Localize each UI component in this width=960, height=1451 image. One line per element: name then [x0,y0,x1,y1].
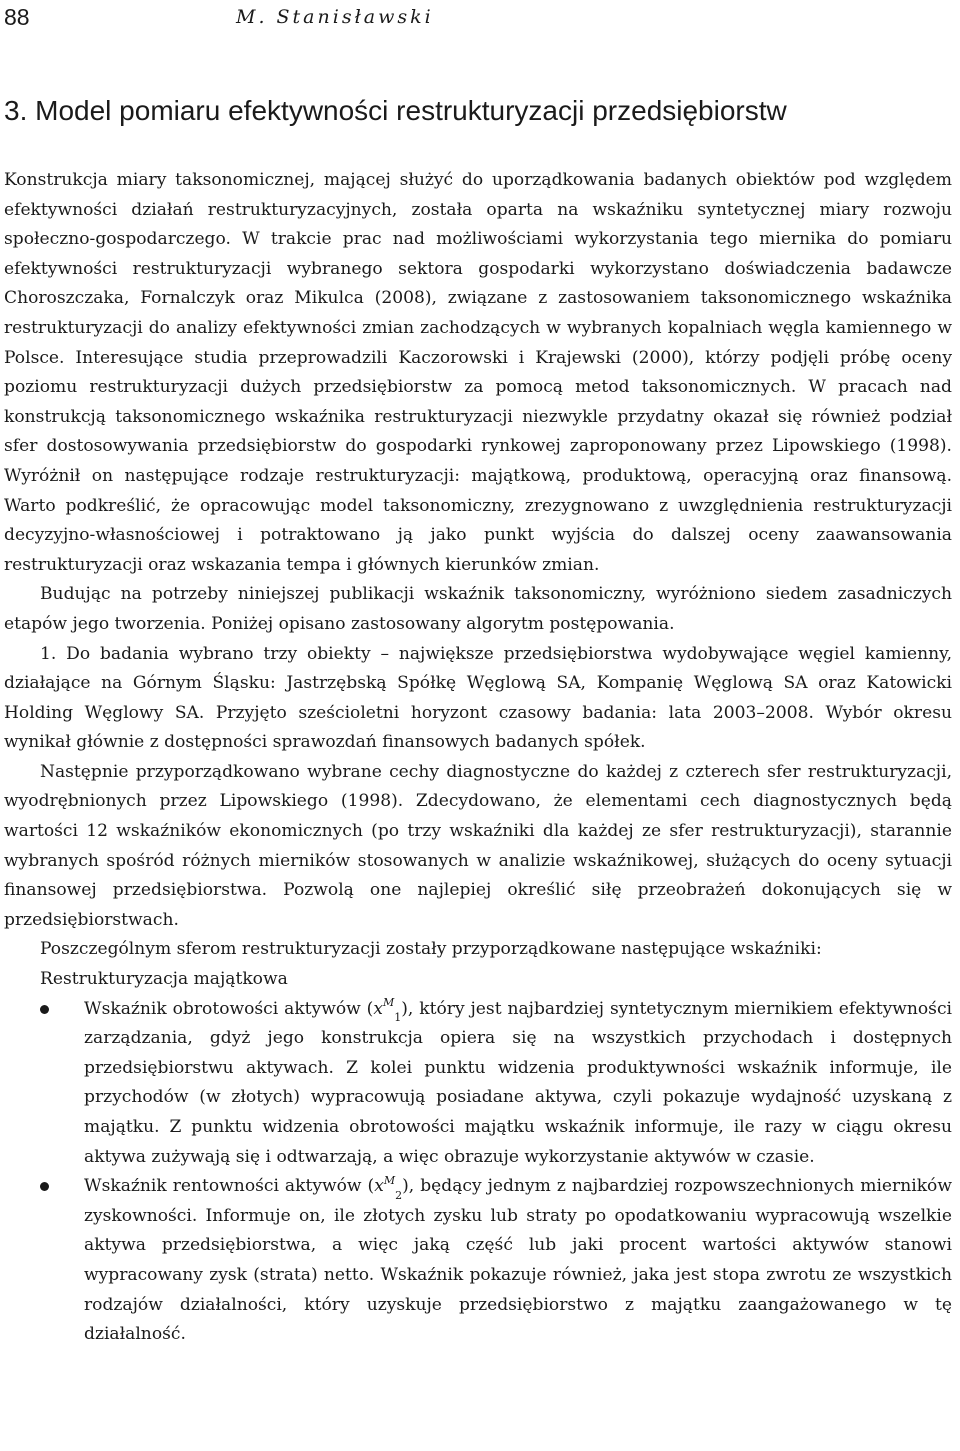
paragraph-stages: Budując na potrzeby niniejszej publikacji wskaźnik taksonomiczny, wyróżniono siedem zasadniczych etapów jego tworzenia. Poniżej opisano zastosowany algorytm postępowania. [4,584,952,634]
math-superscript: M [382,995,395,1009]
list-item [84,1172,952,1350]
list-item-text-end: ), który jest najbardziej syntetycznym miernikiem efektywności zarządzania, gdyż jego konstrukcja opiera się na wszystkich przychodach i dostępnych przedsiębiorstwu aktywach. Z kolei punktu widzenia produktywności wskaźnik informuje, ile przychodów (w złotych) wypracowują posiadane aktywa, czyli pokazuje wydajność uzyskaną z majątku. Z punktu widzenia obrotowości majątku wskaźnik informuje, ile razy w ciągu okresu aktywa zużywają się i odtwarzają, a więc obrazuje wykorzystanie aktywów w czasie. [84,998,952,1167]
subheading-asset-restructuring: Restrukturyzacja majątkowa [40,969,288,990]
body-text [4,166,952,1350]
paragraph-step-1: 1. Do badania wybrano trzy obiekty – największe przedsiębiorstwa wydobywające węgiel kamienny, działające na Górnym Śląsku: Jastrzębską Spółkę Węglową SA, Kompanię Węglową SA oraz Katowicki Holding Węglowy SA. Przyjęto sześcioletni horyzont czasowy badania: lata 2003–2008. Wybór okresu wynikał głównie z dostępności sprawozdań finansowych badanych spółek. [4,643,952,753]
bullet-icon [40,1182,49,1191]
math-subscript: 2 [395,1188,403,1202]
running-head [4,2,954,36]
math-symbol [373,995,402,1025]
math-superscript: M [383,1173,396,1187]
list-item [84,995,952,1173]
page-number: 88 [4,4,30,30]
paragraph-intro: Konstrukcja miary taksonomicznej, mającej służyć do uporządkowania badanych obiektów pod względem efektywności działań restrukturyzacyjnych, została oparta na wskaźniku syntetycznej miary rozwoju społeczno-gospodarczego. W trakcie prac nad możliwościami wykorzystania tego miernika do pomiaru efektywności restrukturyzacji wybranego sektora gospodarki wykorzystano doświadczenia badawcze Choroszczaka, Fornalczyk oraz Mikulca (2008), związane z zastosowaniem taksonomicznego wskaźnika restrukturyzacji do analizy efektywności zmian zachodzących w wybranych kopalniach węgla kamiennego w Polsce. Interesujące studia przeprowadzili Kaczorowski i Krajewski (2000), którzy podjęli próbę oceny poziomu restrukturyzacji dużych przedsiębiorstw za pomocą metod taksonomicznych. W pracach nad konstrukcją taksonomicznego wskaźnika restrukturyzacji niezwykle przydatny okazał się również podział sfer dostosowywania przedsiębiorstw do gospodarki rynkowej zaproponowany przez Lipowskiego (1998). Wyróżnił on następujące rodzaje restrukturyzacji: majątkową, produktową, operacyjną oraz finansową. Warto podkreślić, że opracowując model taksonomiczny, zrezygnowano z uwzględnienia restrukturyzacji decyzyjno-własnościowej i potraktowano ją jako punkt wyjścia do dalszej oceny zaawansowania restrukturyzacji oraz wskazania tempa i głównych kierunków zmian. [4,170,952,575]
math-variable: x [374,1176,384,1197]
indicator-list [4,995,952,1350]
paragraph-indicators-intro: Poszczególnym sferom restrukturyzacji zostały przyporządkowane następujące wskaźniki: [40,939,822,960]
running-author: M. Stanisławski [236,6,434,28]
list-item-text-end: ), będący jednym z najbardziej rozpowszechnionych mierników zyskowności. Informuje on, ile złotych zysku lub straty po opodatkowaniu wypracowują wszelkie aktywa przedsiębiorstwa, a więc jaką część lub jaki procent wartości aktywów stanowi wypracowany zysk (strata) netto. Wskaźnik pokazuje również, jaka jest stopa zwrotu ze wszystkich rodzajów działalności, który uzyskuje przedsiębiorstwo z majątku zaangażowanego w tę działalność. [84,1176,952,1345]
section-title: 3. Model pomiaru efektywności restrukturyzacji przedsiębiorstw [4,95,787,126]
math-subscript: 1 [394,1011,402,1025]
math-symbol [374,1173,403,1202]
paragraph-features: Następnie przyporządkowano wybrane cechy diagnostyczne do każdej z czterech sfer restrukturyzacji, wyodrębnionych przez Lipowskiego (1998). Zdecydowano, że elementami cech diagnostycznych będą wartości 12 wskaźników ekonomicznych (po trzy wskaźniki dla każdej ze sfer restrukturyzacji), starannie wybranych spośród różnych mierników stosowanych w analizie wskaźnikowej, służących do oceny sytuacji finansowej przedsiębiorstwa. Pozwolą one najlepiej określić siłę przeobrażeń dokonujących się w przedsiębiorstwach. [4,761,952,930]
bullet-icon [40,1005,49,1014]
list-item-text-start: Wskaźnik obrotowości aktywów ( [84,998,374,1019]
math-variable: x [373,998,383,1019]
list-item-text-start: Wskaźnik rentowności aktywów ( [84,1176,375,1197]
